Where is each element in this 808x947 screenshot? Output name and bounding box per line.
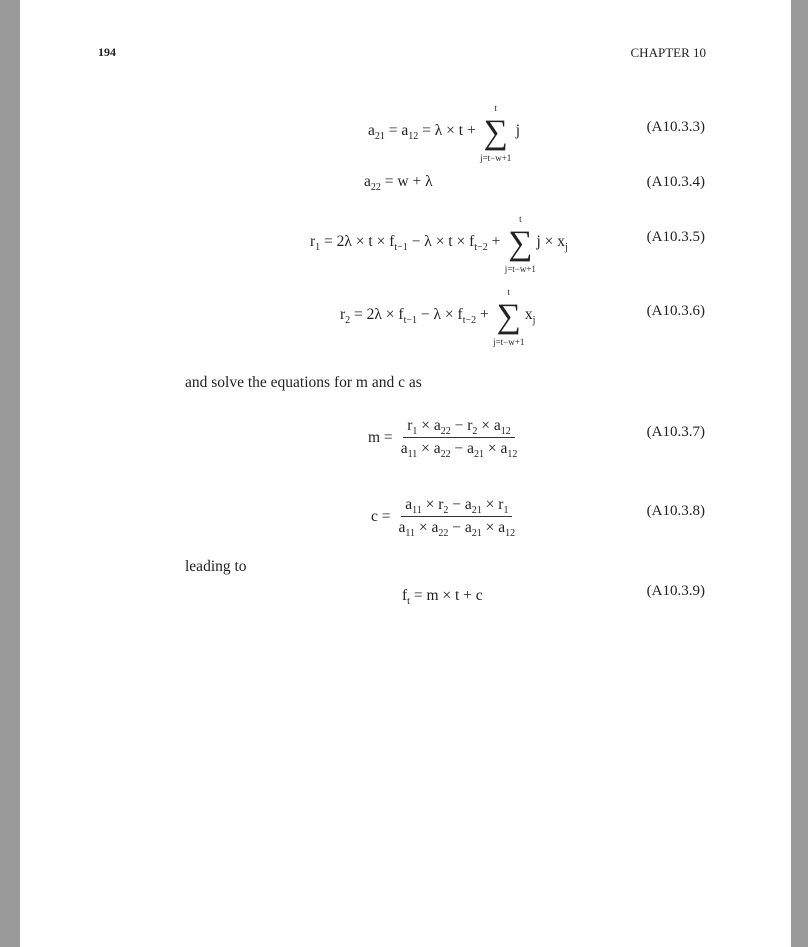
equation-a10-3-6: $r_2 = 2\lambda \times f_{t-1} - \lambda \times f_{t-2}$ + ∑ t j=t−w+1 $x_j$	[340, 287, 536, 347]
equation-a10-3-7: m = $\frac{r_1 \times a_{22} - r_2 \times a_{12}}{a_{11} \times a_{22} - a_{21} \times a_{12}}$	[368, 417, 521, 458]
summation-sign: ∑ t j=t−w+1	[504, 214, 536, 274]
body-text: and solve the equations for m and c as	[185, 374, 422, 391]
equation-number: (A10.3.8)	[646, 503, 705, 519]
equation-number: (A10.3.7)	[646, 424, 705, 440]
viewer-background	[791, 0, 808, 947]
chapter-header: CHAPTER 10	[630, 45, 706, 60]
equation-number: (A10.3.4)	[646, 174, 705, 190]
equation-a10-3-5: $r_1 = 2\lambda \times t \times f_{t-1} - \lambda \times t \times f_{t-2}$ + ∑ t j=t−w+1 $j \times x_j$	[310, 214, 568, 274]
equation-a10-3-9: $f_t = m \times t + c$	[402, 587, 483, 607]
equation-a10-3-8: c = $\frac{a_{11} \times r_2 - a_{21} \times r_1}{a_{11} \times a_{22} - a_{21} \times a_{12}}$	[371, 496, 519, 537]
body-text: leading to	[185, 558, 247, 575]
equation-number: (A10.3.6)	[646, 303, 705, 319]
equation-number: (A10.3.5)	[646, 229, 705, 245]
equation-number: (A10.3.3)	[646, 119, 705, 135]
page-number: 194	[98, 45, 116, 59]
equation-a10-3-4: $a_{22} = w + \lambda$	[364, 173, 433, 193]
fraction: $\frac{a_{11} \times r_2 - a_{21} \times r_1}{a_{11} \times a_{22} - a_{21} \times a_{12}}$	[398, 496, 516, 539]
summation-sign: ∑ t j=t−w+1	[493, 287, 525, 347]
equation-number: (A10.3.9)	[646, 583, 705, 599]
equation-a10-3-3: $a_{21} = a_{12} = \lambda \times t$ + ∑ t j=t−w+1 j	[368, 103, 520, 163]
document-page	[20, 0, 791, 947]
fraction: $\frac{r_1 \times a_{22} - r_2 \times a_{12}}{a_{11} \times a_{22} - a_{21} \times a_{12}}$	[400, 417, 518, 460]
summation-sign: ∑ t j=t−w+1	[480, 103, 512, 163]
